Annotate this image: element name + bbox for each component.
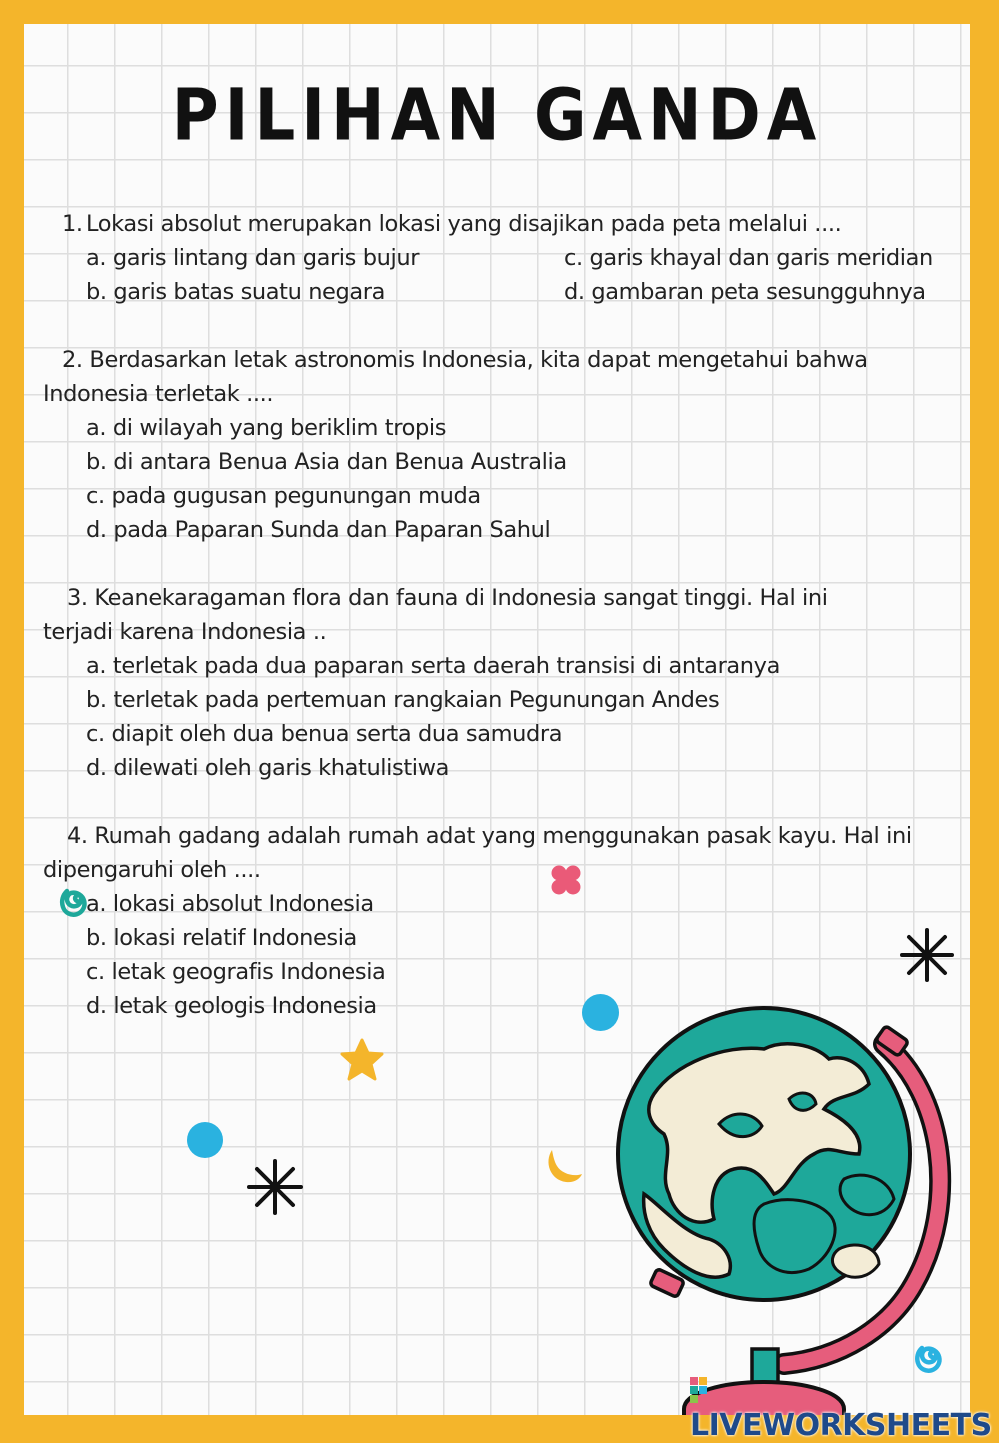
question-2-option-a[interactable]: a. di wilayah yang beriklim tropis [86,415,447,441]
asterisk-icon [898,926,956,984]
liveworksheets-icon [690,1377,708,1403]
asterisk-icon [246,1158,304,1216]
question-1-option-d[interactable]: d. gambaran peta sesungguhnya [564,279,926,305]
question-2-text-line1: 2. Berdasarkan letak astronomis Indonesia, kita dapat mengetahui bahwa [62,347,868,373]
question-1-option-b[interactable]: b. garis batas suatu negara [86,279,386,305]
page-title: PILIHAN GANDA [171,74,823,158]
question-1-text: Lokasi absolut merupakan lokasi yang disajikan pada peta melalui .... [86,211,842,237]
question-1-option-c[interactable]: c. garis khayal dan garis meridian [564,245,933,271]
question-2-option-b[interactable]: b. di antara Benua Asia dan Benua Australia [86,449,567,475]
question-2-option-d[interactable]: d. pada Paparan Sunda dan Paparan Sahul [86,517,551,543]
question-4-option-d[interactable]: d. letak geologis Indonesia [86,993,377,1019]
question-3-text-line1: 3. Keanekaragaman flora dan fauna di Indonesia sangat tinggi. Hal ini [67,585,828,611]
star-icon [338,1037,386,1083]
spiral-icon [910,1336,954,1378]
liveworksheets-text: LIVEWORKSHEETS [690,1408,992,1443]
question-3-option-b[interactable]: b. terletak pada pertemuan rangkaian Pegunungan Andes [86,687,720,713]
question-2-option-c[interactable]: c. pada gugusan pegunungan muda [86,483,481,509]
question-4-text-line1: 4. Rumah gadang adalah rumah adat yang menggunakan pasak kayu. Hal ini [67,823,912,849]
liveworksheets-logo[interactable] [690,1373,999,1443]
question-1-option-a[interactable]: a. garis lintang dan garis bujur [86,245,420,271]
question-3-option-c[interactable]: c. diapit oleh dua benua serta dua samudra [86,721,563,747]
question-2-text-line2: Indonesia terletak .... [43,381,274,407]
spiral-icon [54,880,100,922]
question-4-option-c[interactable]: c. letak geografis Indonesia [86,959,386,985]
question-3-option-d[interactable]: d. dilewati oleh garis khatulistiwa [86,755,449,781]
question-4-text-line2: dipengaruhi oleh .... [43,857,261,883]
question-4-option-b[interactable]: b. lokasi relatif Indonesia [86,925,357,951]
blue-dot-icon [187,1122,223,1158]
question-3-text-line2: terjadi karena Indonesia .. [43,619,327,645]
worksheet-page [24,24,970,1415]
flower-icon [549,864,583,896]
question-4-option-a[interactable]: a. lokasi absolut Indonesia [86,891,374,917]
question-1-number: 1. [62,211,83,237]
crescent-icon [542,1144,588,1190]
question-3-option-a[interactable]: a. terletak pada dua paparan serta daerah transisi di antaranya [86,653,780,679]
